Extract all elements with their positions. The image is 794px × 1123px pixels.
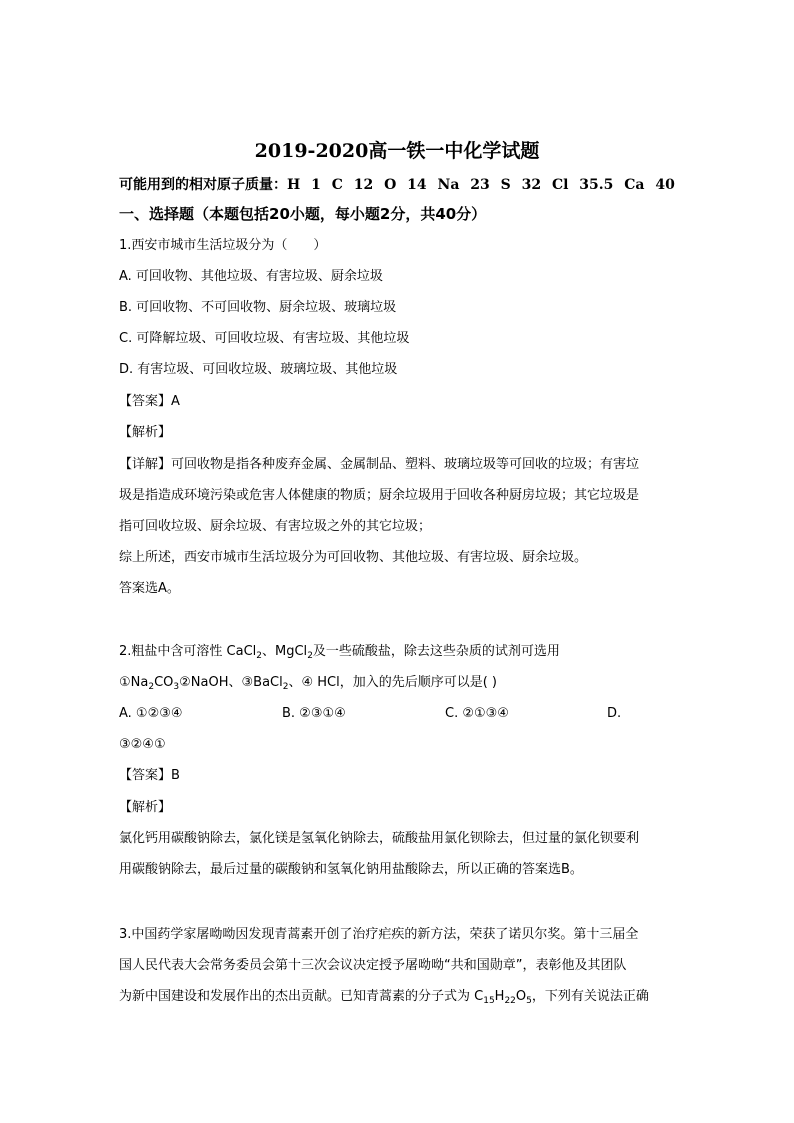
subscript: 2 — [148, 682, 155, 692]
q1-detail-line: 指可回收垃圾、厨余垃圾、有害垃圾之外的其它垃圾； — [119, 519, 432, 534]
q3-line: 国人民代表大会常务委员会第十三次会议决定授予屠呦呦“共和国勋章”，表彰他及其团队 — [119, 958, 627, 973]
q3-text-part: ，下列有关说法正确 — [531, 989, 649, 1004]
page-title: 2019-2020高一铁一中化学试题 — [254, 140, 540, 162]
atomic-mass-values: H 1 C 12 O 14 Na 23 S 32 Cl 35.5 Ca 40 — [287, 177, 675, 193]
q2-option-c: C. ②①③④ — [445, 706, 509, 721]
q1-detail-line: 【详解】可回收物是指各种废弃金属、金属制品、塑料、玻璃垃圾等可回收的垃圾；有害垃 — [119, 457, 640, 472]
q3-text-part: 为新中国建设和发展作出的杰出贡献。已知青蒿素的分子式为 C — [119, 989, 484, 1004]
atomic-mass-label: 可能用到的相对原子质量： — [119, 177, 287, 193]
q1-option-a: A. 可回收物、其他垃圾、有害垃圾、厨余垃圾 — [119, 269, 383, 284]
q1-option-c: C. 可降解垃圾、可回收垃圾、有害垃圾、其他垃圾 — [119, 331, 410, 346]
q1-option-d: D. 有害垃圾、可回收垃圾、玻璃垃圾、其他垃圾 — [119, 362, 398, 377]
q2-option-d: D. — [607, 706, 622, 721]
q2-reagent-part: ②NaOH、③BaCl — [179, 675, 283, 690]
q1-stem: 1.西安市城市生活垃圾分为（ ） — [119, 238, 327, 253]
q2-answer: 【答案】B — [119, 768, 180, 783]
q2-reagent-part: 、④ HCl，加入的先后顺序可以是( ) — [288, 675, 497, 690]
q2-option-d-cont: ③②④① — [119, 737, 166, 752]
q2-stem-part: 、MgCl — [262, 644, 308, 659]
q3-line-formula — [119, 988, 649, 1006]
subscript: 2 — [282, 682, 289, 692]
q3-text-part: O — [515, 989, 527, 1004]
q2-stem — [119, 643, 560, 661]
subscript: 15 — [483, 996, 495, 1006]
q2-option-a: A. ①②③④ — [119, 706, 183, 721]
q2-reagents — [119, 674, 497, 692]
q1-analysis-label: 【解析】 — [119, 425, 172, 440]
subscript: 2 — [256, 651, 263, 661]
q2-explain-line: 用碳酸钠除去，最后过量的碳酸钠和氢氧化钠用盐酸除去，所以正确的答案选B。 — [119, 862, 583, 877]
subscript: 3 — [173, 682, 180, 692]
q1-detail-line: 答案选A。 — [119, 581, 180, 596]
q1-detail-line: 圾是指造成环境污染或危害人体健康的物质；厨余垃圾用于回收各种厨房垃圾；其它垃圾是 — [119, 488, 640, 503]
q3-line: 3.中国药学家屠呦呦因发现青蒿素开创了治疗疟疾的新方法，荣获了诺贝尔奖。第十三届全 — [119, 927, 639, 942]
subscript: 2 — [307, 651, 313, 661]
q2-option-b: B. ②③①④ — [282, 706, 346, 721]
q2-explain-line: 氯化钙用碳酸钠除去，氯化镁是氢氧化钠除去，硫酸盐用氯化钡除去，但过量的氯化钡要利 — [119, 831, 640, 846]
q3-text-part: H — [494, 989, 505, 1004]
atomic-mass-line — [119, 176, 675, 194]
subscript: 5 — [526, 996, 532, 1006]
section-heading: 一、选择题（本题包括20小题，每小题2分，共40分） — [119, 205, 487, 223]
q1-answer: 【答案】A — [119, 394, 180, 409]
q1-option-b: B. 可回收物、不可回收物、厨余垃圾、玻璃垃圾 — [119, 300, 397, 315]
q2-stem-part: 2.粗盐中含可溶性 CaCl — [119, 644, 257, 659]
q2-analysis-label: 【解析】 — [119, 800, 172, 815]
q2-reagent-part: ①Na — [119, 675, 149, 690]
q2-stem-part: 及一些硫酸盐，除去这些杂质的试剂可选用 — [312, 644, 560, 659]
subscript: 22 — [504, 996, 516, 1006]
q2-reagent-part: CO — [154, 675, 174, 690]
q1-detail-line: 综上所述，西安市城市生活垃圾分为可回收物、其他垃圾、有害垃圾、厨余垃圾。 — [119, 550, 588, 565]
